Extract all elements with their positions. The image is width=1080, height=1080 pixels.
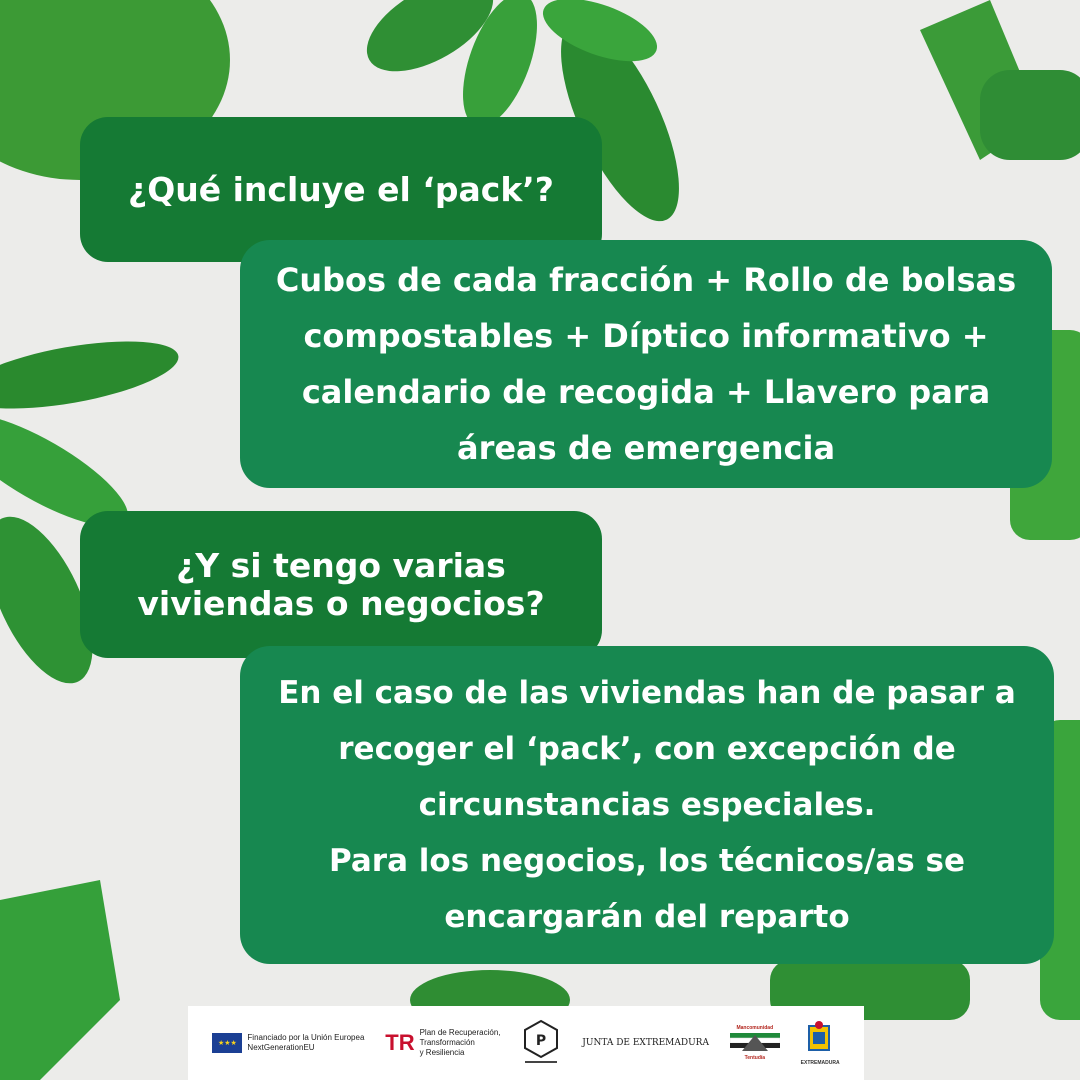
mancomunidad-tentudia-logo — [730, 1025, 780, 1061]
mancomunidad-emblem-icon — [730, 1031, 780, 1051]
junta-extremadura-logo — [582, 1038, 709, 1048]
question-pack-text: ¿Qué incluye el ‘pack’? — [128, 170, 554, 209]
fondo-logo — [521, 1019, 561, 1067]
leaf-decoration — [0, 880, 120, 1080]
answer-line: En el caso de las viviendas han de pasar a — [278, 675, 1016, 711]
answer-line: recoger el ‘pack’, con excepción de — [338, 731, 956, 767]
eu-line2: NextGenerationEU — [247, 1043, 315, 1052]
sponsor-logos-bar — [188, 1006, 864, 1080]
mancomunidad-top: Mancomunidad — [736, 1025, 774, 1031]
answer-line: circunstancias especiales. — [418, 787, 876, 823]
recovery-plan-logo — [385, 1028, 500, 1058]
question-line: ¿Y si tengo varias — [176, 545, 506, 585]
extremadura-logo — [801, 1020, 840, 1066]
answer-line: Para los negocios, los técnicos/as se — [328, 843, 966, 879]
extremadura-text: EXTREMADURA — [800, 1060, 840, 1066]
leaf-decoration — [0, 328, 183, 421]
plan-line1: Plan de Recuperación, — [419, 1028, 501, 1037]
answer-line: calendario de recogida + Llavero para — [301, 373, 991, 411]
answer-line: encargarán del reparto — [444, 899, 850, 935]
plan-line3: y Resiliencia — [419, 1048, 465, 1057]
answer-line: Cubos de cada fracción + Rollo de bolsas — [275, 261, 1017, 299]
hexagon-p-icon — [521, 1019, 561, 1067]
eu-flag-icon: ★★★ — [212, 1033, 242, 1053]
extremadura-emblem-icon — [801, 1020, 837, 1056]
answer-line: compostables + Díptico informativo + — [303, 317, 989, 355]
eu-funding-logo — [212, 1033, 364, 1053]
leaf-decoration — [980, 70, 1080, 160]
svg-text:P: P — [536, 1033, 547, 1049]
question-card-viviendas — [80, 511, 602, 658]
answer-line: áreas de emergencia — [456, 429, 836, 467]
answer-card-viviendas — [240, 646, 1054, 964]
junta-text: JUNTA DE EXTREMADURA — [582, 1038, 709, 1048]
mancomunidad-bottom: Tentudía — [744, 1055, 766, 1061]
tr-logo-icon: TR — [385, 1030, 415, 1055]
eu-line1: Financiado por la Unión Europea — [247, 1033, 365, 1042]
answer-card-pack — [240, 240, 1052, 488]
question-line: viviendas o negocios? — [137, 583, 545, 623]
plan-line2: Transformación — [419, 1038, 475, 1047]
